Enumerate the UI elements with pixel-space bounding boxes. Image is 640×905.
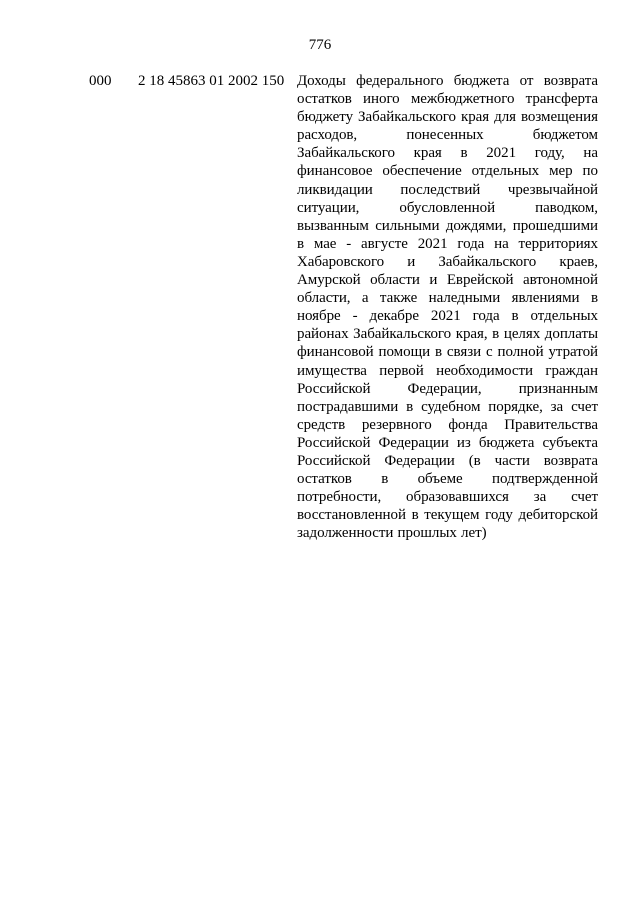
administrator-code: 000 <box>89 73 112 89</box>
revenue-description: Доходы федерального бюджета от возврата остатков иного межбюджетного трансферта бюджету Забайкальского края для возмещения расходов, понесенных бюджетом Забайкальского края в 2021 году, на финансовое обеспечение отдельных мер по ликвидации последствий чрезвычайной ситуации, обусловленной паводком, вызванным сильными дождями, прошедшими в мае - августе 2021 года на территориях Хабаровского и Забайкальского краев, Амурской области и Еврейской автономной области, а также наледными явлениями в ноябре - декабре 2021 года в отдельных районах Забайкальского края, в целях доплаты финансовой помощи в связи с полной утратой имущества первой необходимости граждан Российской Федерации, признанным пострадавшими в судебном порядке, за счет средств резервного фонда Правительства Российской Федерации из бюджета субъекта Российской Федерации (в части возврата остатков в объеме подтвержденной потребности, образовавшихся за счет восстановленной в текущем году дебиторской задолженности прошлых лет) <box>297 73 598 542</box>
page-number: 776 <box>308 37 332 53</box>
budget-classification-code: 2 18 45863 01 2002 150 <box>138 73 285 89</box>
